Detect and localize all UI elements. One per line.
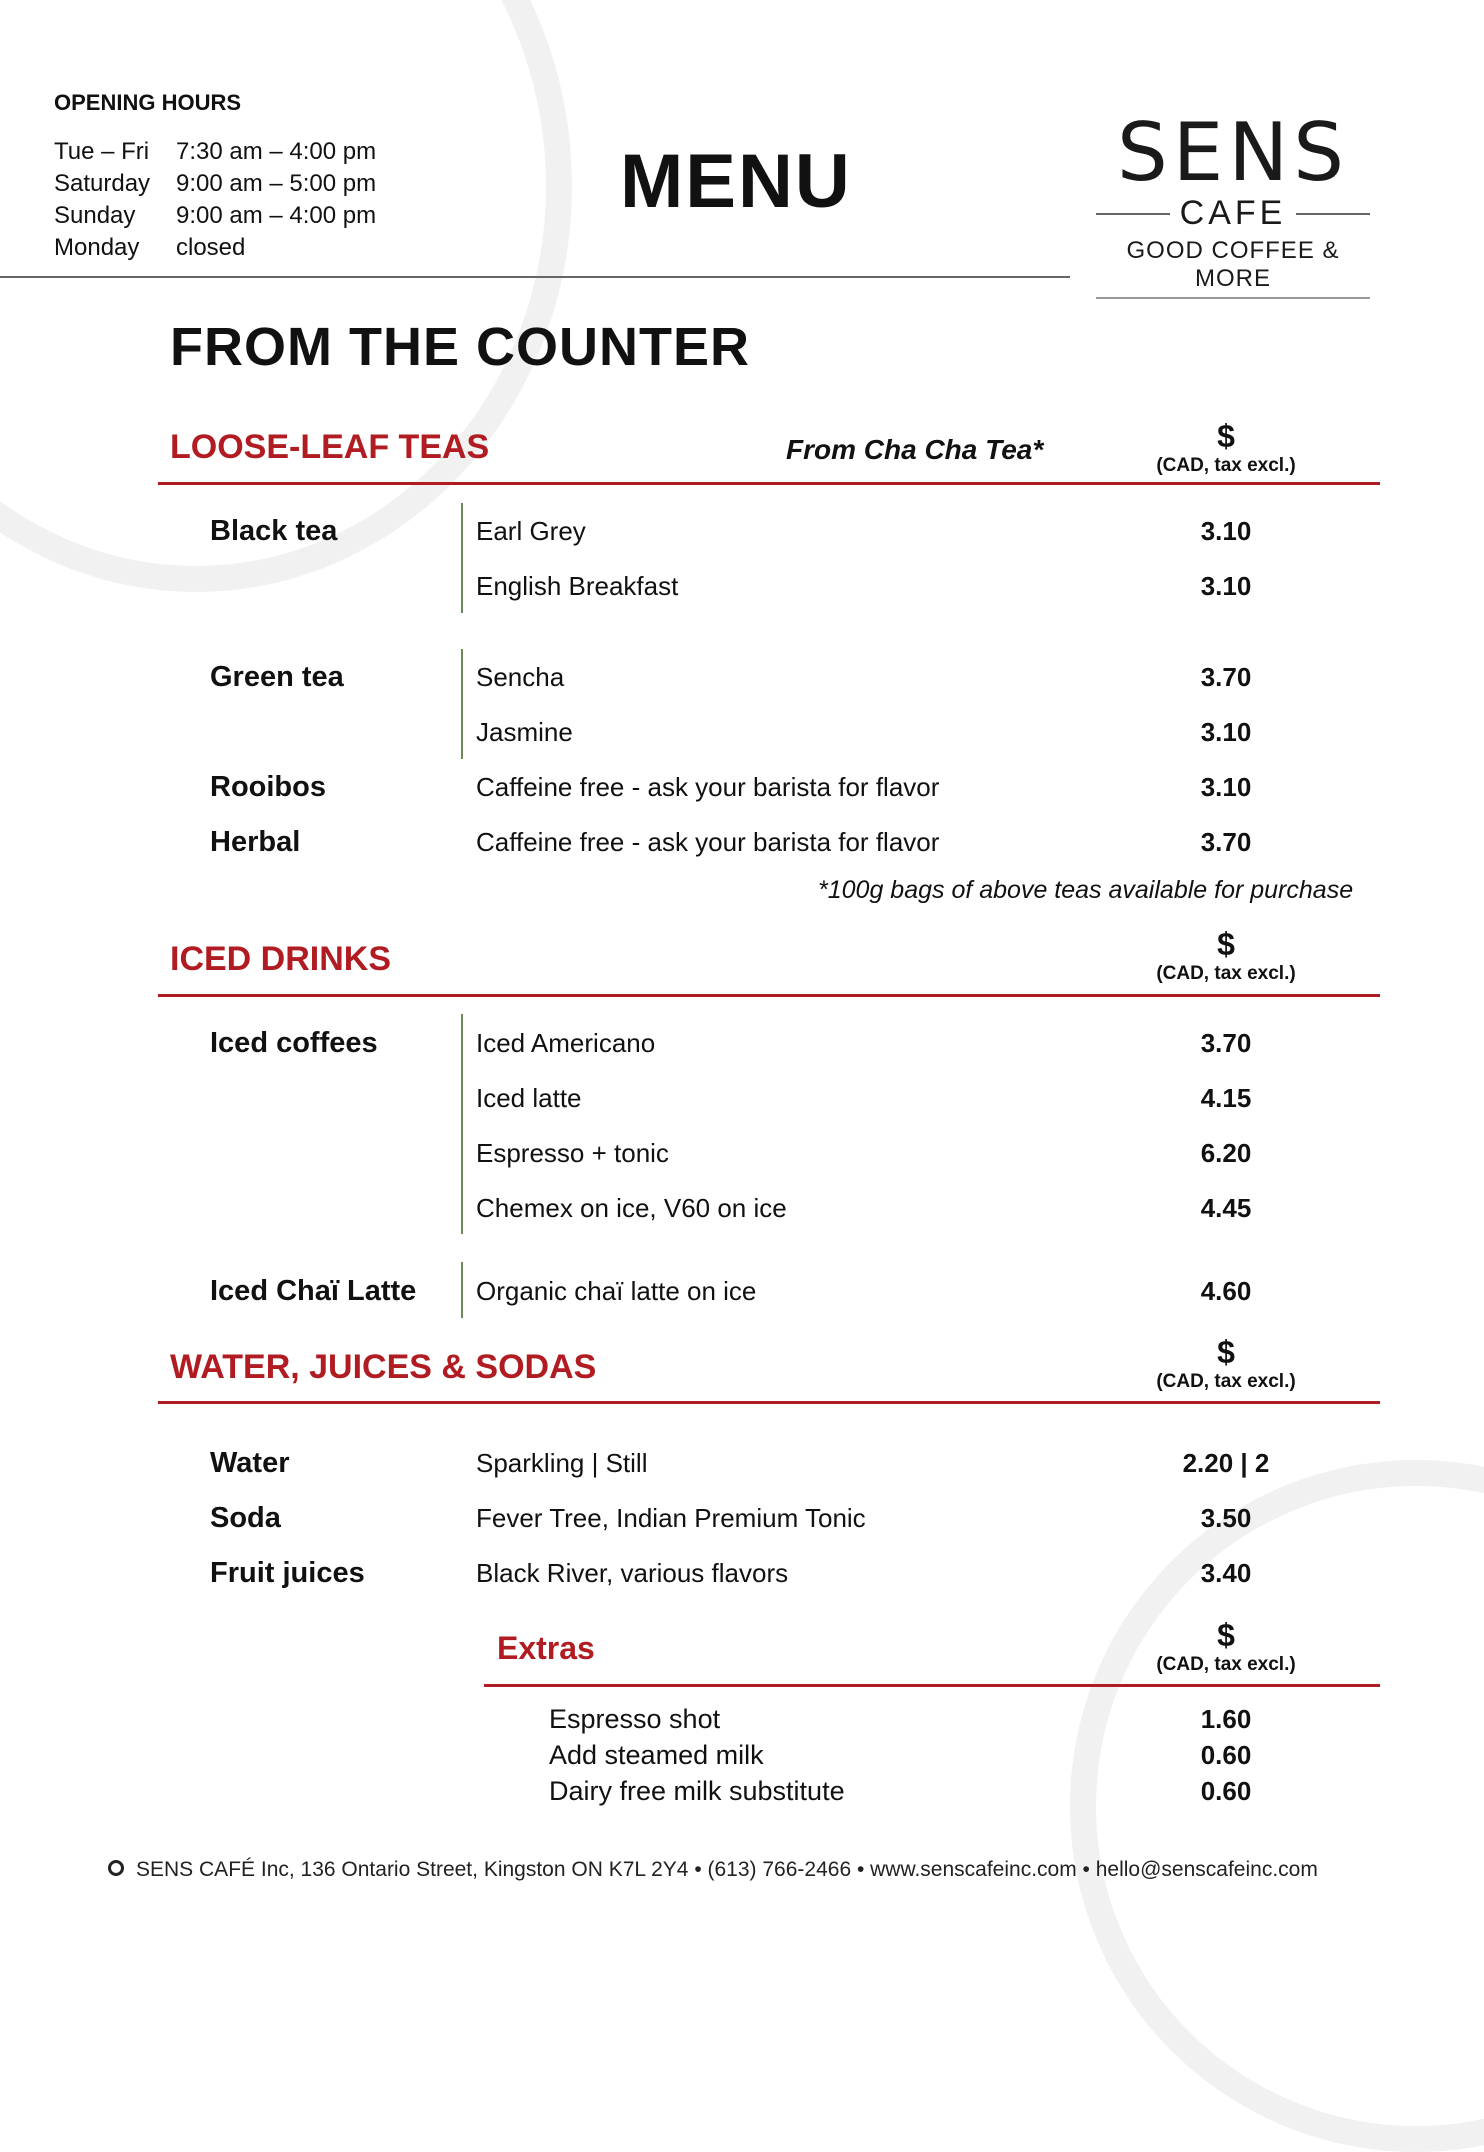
section-title-teas: LOOSE-LEAF TEAS bbox=[170, 428, 490, 466]
item-price: 3.10 bbox=[1200, 516, 1252, 546]
tea-source: From Cha Cha Tea* bbox=[786, 434, 1044, 465]
price-note: (CAD, tax excl.) bbox=[1156, 963, 1296, 984]
menu-item: Sparkling | Still bbox=[476, 1448, 648, 1478]
item-price: 3.70 bbox=[1200, 1028, 1252, 1058]
hours-day: Tue – Fri bbox=[54, 138, 150, 165]
opening-hours-title: OPENING HOURS bbox=[54, 90, 242, 115]
hours-row bbox=[54, 234, 245, 262]
section-rule bbox=[158, 482, 1380, 485]
background-swirl-top bbox=[0, 0, 572, 592]
section-title-extras: Extras bbox=[497, 1630, 595, 1666]
menu-item: Chemex on ice, V60 on ice bbox=[476, 1193, 787, 1223]
section-rule bbox=[484, 1684, 1380, 1687]
section-title-iced: ICED DRINKS bbox=[170, 940, 392, 978]
item-price: 3.50 bbox=[1200, 1503, 1252, 1533]
menu-item: English Breakfast bbox=[476, 571, 679, 601]
logo-sub: CAFE bbox=[1179, 194, 1287, 232]
cafe-logo bbox=[1096, 108, 1370, 299]
tea-note: *100g bags of above teas available for purchase bbox=[818, 876, 1354, 904]
logo-line-right bbox=[1296, 213, 1370, 215]
extra-item: Espresso shot bbox=[549, 1704, 721, 1734]
price-header bbox=[1126, 928, 1326, 983]
menu-item: Earl Grey bbox=[476, 516, 586, 546]
price-note: (CAD, tax excl.) bbox=[1156, 1371, 1296, 1392]
item-price: 6.20 bbox=[1200, 1138, 1252, 1168]
menu-item: Sencha bbox=[476, 662, 565, 692]
section-rule bbox=[158, 1401, 1380, 1404]
item-price: 0.60 bbox=[1200, 1776, 1252, 1806]
dollar-symbol: $ bbox=[1217, 1617, 1235, 1653]
category-iced-chai: Iced Chaï Latte bbox=[210, 1275, 417, 1307]
logo-name: SENS bbox=[1117, 106, 1349, 199]
menu-item: Iced Americano bbox=[476, 1028, 656, 1058]
logo-line-left bbox=[1096, 213, 1170, 215]
price-note: (CAD, tax excl.) bbox=[1156, 455, 1296, 476]
section-rule bbox=[158, 994, 1380, 997]
dollar-symbol: $ bbox=[1217, 418, 1235, 454]
menu-item: Organic chaï latte on ice bbox=[476, 1276, 757, 1306]
hours-time: 7:30 am – 4:00 pm bbox=[176, 138, 377, 165]
menu-item: Black River, various flavors bbox=[476, 1558, 789, 1588]
category-divider bbox=[461, 503, 463, 613]
category-fruit-juices: Fruit juices bbox=[210, 1557, 365, 1589]
category-iced-coffees: Iced coffees bbox=[210, 1027, 378, 1059]
item-price: 0.60 bbox=[1200, 1740, 1252, 1770]
item-price: 4.60 bbox=[1200, 1276, 1252, 1306]
footer-contact: SENS CAFÉ Inc, 136 Ontario Street, Kingston ON K7L 2Y4 • (613) 766-2466 • www.senscafeinc.com • hello@senscafeinc.com bbox=[136, 1858, 1318, 1881]
category-divider bbox=[461, 649, 463, 759]
category-water: Water bbox=[210, 1447, 290, 1479]
page-heading: FROM THE COUNTER bbox=[170, 317, 750, 377]
item-price: 3.10 bbox=[1200, 772, 1252, 802]
menu-item: Iced latte bbox=[476, 1083, 582, 1113]
section-title-water: WATER, JUICES & SODAS bbox=[170, 1348, 597, 1386]
category-green-tea: Green tea bbox=[210, 661, 344, 693]
price-note: (CAD, tax excl.) bbox=[1156, 1654, 1296, 1675]
logo-tagline: GOOD COFFEE & MORE bbox=[1096, 237, 1370, 299]
item-price: 3.70 bbox=[1200, 662, 1252, 692]
menu-item: Fever Tree, Indian Premium Tonic bbox=[476, 1503, 866, 1533]
item-price: 3.10 bbox=[1200, 571, 1252, 601]
price-header bbox=[1126, 1619, 1326, 1674]
hours-time: 9:00 am – 4:00 pm bbox=[176, 202, 377, 229]
menu-item: Jasmine bbox=[476, 717, 573, 747]
extra-item: Dairy free milk substitute bbox=[549, 1776, 845, 1806]
category-divider bbox=[461, 1262, 463, 1318]
item-price: 3.10 bbox=[1200, 717, 1252, 747]
category-divider bbox=[461, 1014, 463, 1234]
hours-day: Sunday bbox=[54, 202, 136, 229]
category-black-tea: Black tea bbox=[210, 515, 338, 547]
hours-time: 9:00 am – 5:00 pm bbox=[176, 170, 377, 197]
category-soda: Soda bbox=[210, 1502, 281, 1534]
item-price: 3.70 bbox=[1200, 827, 1252, 857]
category-herbal: Herbal bbox=[210, 826, 301, 858]
item-price: 4.15 bbox=[1200, 1083, 1252, 1113]
item-price: 3.40 bbox=[1200, 1558, 1252, 1588]
hours-row bbox=[54, 170, 376, 198]
extra-item: Add steamed milk bbox=[549, 1740, 764, 1770]
bullet-circle-icon bbox=[108, 1860, 124, 1876]
dollar-symbol: $ bbox=[1217, 1334, 1235, 1370]
price-header bbox=[1126, 420, 1326, 475]
category-rooibos: Rooibos bbox=[210, 771, 326, 803]
item-price: 1.60 bbox=[1200, 1704, 1252, 1734]
footer bbox=[108, 1858, 1318, 1882]
hours-row bbox=[54, 138, 376, 166]
menu-item: Caffeine free - ask your barista for flavor bbox=[476, 772, 940, 802]
hours-time: closed bbox=[176, 234, 246, 261]
menu-title: MENU bbox=[620, 139, 852, 224]
item-price: 4.45 bbox=[1200, 1193, 1252, 1223]
hours-row bbox=[54, 202, 376, 230]
dollar-symbol: $ bbox=[1217, 926, 1235, 962]
price-header bbox=[1126, 1336, 1326, 1391]
hours-day: Saturday bbox=[54, 170, 151, 197]
header-divider bbox=[0, 276, 1070, 278]
hours-day: Monday bbox=[54, 234, 140, 261]
item-price: 2.20 | 2 bbox=[1182, 1448, 1270, 1478]
menu-item: Espresso + tonic bbox=[476, 1138, 669, 1168]
menu-item: Caffeine free - ask your barista for flavor bbox=[476, 827, 940, 857]
